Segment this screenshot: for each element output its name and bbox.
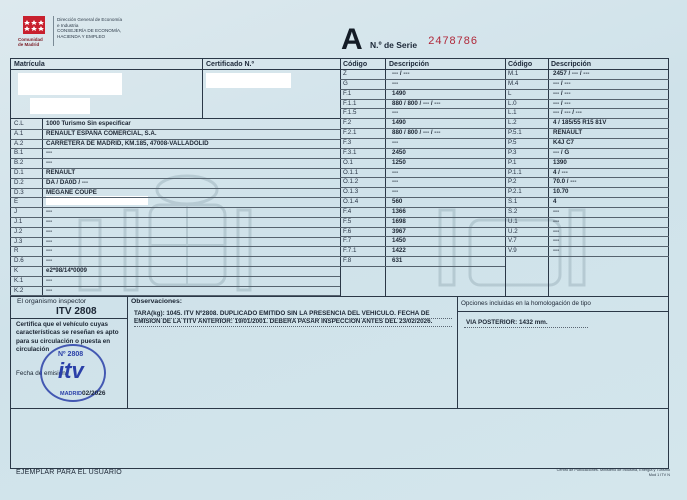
field-value: 1000 Turismo Sin especificar <box>46 120 131 127</box>
row-separator <box>505 187 669 188</box>
field-value: --- <box>392 79 399 87</box>
row-separator <box>340 236 505 237</box>
field-code: M.4 <box>508 79 519 87</box>
field-code: O.1.2 <box>343 178 359 186</box>
field-code: F.2 <box>343 119 352 127</box>
descripcion-header-mid: Descripción <box>389 61 430 68</box>
field-code: F.7.1 <box>343 247 357 255</box>
field-code: V.7 <box>508 237 517 245</box>
row-separator <box>340 227 505 228</box>
field-value: --- <box>553 227 560 235</box>
field-value: --- <box>46 286 53 294</box>
opciones-text: VIA POSTERIOR: 1432 mm. <box>466 319 548 326</box>
stamp-logo: itv <box>58 358 84 383</box>
field-code: L.0 <box>508 99 517 107</box>
field-code: R <box>14 247 19 255</box>
field-code: F.5 <box>343 217 352 225</box>
row-separator <box>340 246 505 247</box>
row-separator <box>340 187 505 188</box>
row-separator <box>340 207 505 208</box>
field-code: U.2 <box>508 227 518 235</box>
field-code: F.4 <box>343 207 352 215</box>
field-value: e2*98/14*0009 <box>46 267 87 274</box>
field-code: G <box>343 79 348 87</box>
field-value: 880 / 800 / --- / --- <box>392 129 441 137</box>
field-code: A.2 <box>14 139 24 147</box>
org-lines <box>57 17 122 39</box>
row-separator <box>340 148 505 149</box>
obs-underline <box>134 326 452 327</box>
org-line: e Industria <box>57 22 79 28</box>
row-separator <box>10 256 340 257</box>
row-separator <box>340 138 505 139</box>
field-code: O.1.4 <box>343 198 359 206</box>
field-value: 4 / --- <box>553 168 568 176</box>
field-code: D.1 <box>14 169 24 176</box>
field-code: D.2 <box>14 178 24 186</box>
field-value: 3967 <box>392 227 406 235</box>
field-value: --- / --- <box>553 79 571 87</box>
row-separator <box>340 256 505 257</box>
opciones-underline <box>464 327 588 328</box>
codigo-header-mid: Código <box>343 61 368 68</box>
field-code: O.1.1 <box>343 168 359 176</box>
grid-line <box>202 58 203 118</box>
row-separator <box>10 217 340 218</box>
row-separator <box>505 207 669 208</box>
field-code: J.1 <box>14 218 23 225</box>
row-separator <box>505 197 669 198</box>
org-line: Dirección General de Economía <box>57 17 123 22</box>
row-separator <box>505 236 669 237</box>
row-separator <box>10 148 340 149</box>
field-value: 10.70 <box>553 188 569 196</box>
obs-underline <box>134 318 452 319</box>
field-value: --- / --- <box>553 89 571 97</box>
field-code: E <box>14 198 19 206</box>
row-separator <box>10 227 340 228</box>
field-value: RENAULT <box>553 129 583 137</box>
row-separator <box>505 217 669 218</box>
inspector-certification: Certifica que el vehículo cuyas características se reseñan es apto para su circulación o puesta en circulación <box>16 321 119 353</box>
field-code: A.1 <box>14 129 24 137</box>
field-value: 631 <box>392 257 403 265</box>
field-code: F.1.1 <box>343 99 357 107</box>
row-separator <box>340 118 505 119</box>
descripcion-header-right: Descripción <box>551 61 592 68</box>
field-value: --- / --- <box>392 70 410 77</box>
field-code: P.1 <box>508 158 517 166</box>
field-code: S.2 <box>508 207 518 215</box>
field-value: 1366 <box>392 207 406 215</box>
matricula-label: Matrícula <box>14 61 45 68</box>
category-letter: A <box>341 23 363 56</box>
row-separator <box>340 197 505 198</box>
field-value: 1390 <box>553 158 567 166</box>
field-code: F.6 <box>343 227 352 235</box>
field-value: RENAULT ESPAÑA COMERCIAL, S.A. <box>46 129 157 137</box>
field-value: --- <box>46 247 53 255</box>
field-value: --- <box>46 237 53 245</box>
field-code: F.3.1 <box>343 148 357 156</box>
field-value: 4 <box>553 198 557 206</box>
field-value: --- <box>392 188 399 196</box>
row-separator <box>505 246 669 247</box>
row-separator <box>505 168 669 169</box>
row-separator <box>340 217 505 218</box>
field-value: --- <box>553 237 560 245</box>
row-separator <box>10 237 340 238</box>
footer-right <box>520 468 670 478</box>
field-value: 1698 <box>392 217 406 225</box>
row-separator <box>10 246 340 247</box>
observaciones-text: TARA(kg): 1045. ITV Nº2808. DUPLICADO EMITIDO SIN LA PRESENCIA DEL VEHICULO. FECHA DE EMISION DE LA TITV ANTERIOR: 19/01/2001. DEBERA PASAR INSPECCION ANTES DEL 23/02/2026. <box>134 310 433 325</box>
field-code: O.1 <box>343 158 353 166</box>
row-separator <box>340 79 505 80</box>
field-value: --- <box>392 138 399 146</box>
field-code: P.5.1 <box>508 129 522 137</box>
row-separator <box>340 89 505 90</box>
field-code: L <box>508 89 512 97</box>
field-value: --- <box>392 168 399 176</box>
row-separator <box>505 177 669 178</box>
field-value: --- <box>46 257 53 265</box>
row-separator <box>10 158 340 159</box>
field-code: B.2 <box>14 159 24 167</box>
field-value: RENAULT <box>46 169 76 176</box>
serie-number: 2478786 <box>428 36 478 48</box>
row-separator <box>340 168 505 169</box>
field-value: --- <box>46 149 53 157</box>
field-value: --- / --- <box>553 99 571 107</box>
row-separator <box>505 138 669 139</box>
row-separator <box>505 108 669 109</box>
field-value: 2450 <box>392 148 406 156</box>
footer-right-line: Mod 1 ITV N <box>648 473 670 477</box>
field-code: J <box>14 208 18 216</box>
row-separator <box>340 177 505 178</box>
field-value: --- <box>392 178 399 186</box>
field-value: --- <box>46 208 53 216</box>
grid-line <box>127 296 128 409</box>
field-code: F.1 <box>343 89 352 97</box>
row-separator <box>10 207 340 208</box>
field-code: J.2 <box>14 227 23 235</box>
serie-label: N.º de Serie <box>370 40 418 50</box>
row-separator <box>340 266 505 267</box>
org-line: HACIENDA Y EMPLEO <box>57 33 106 39</box>
field-value: --- / G <box>553 148 570 156</box>
comunidad-de-madrid-logo <box>23 16 45 34</box>
field-code: U.1 <box>508 217 518 225</box>
logo-caption-line: de Madrid <box>18 42 40 47</box>
field-code: M.1 <box>508 70 519 77</box>
field-code: V.9 <box>508 247 517 255</box>
row-separator <box>505 128 669 129</box>
grid-line <box>457 296 458 409</box>
field-code: P.2 <box>508 178 517 186</box>
field-value: --- <box>46 276 53 284</box>
field-code: D.6 <box>14 257 24 265</box>
field-value: DA / DA0D / --- <box>46 178 89 186</box>
redacted-owner <box>30 98 90 114</box>
field-value: 1490 <box>392 119 406 127</box>
field-code: F.1.5 <box>343 109 357 117</box>
field-code: F.2.1 <box>343 129 357 137</box>
field-code: C.L <box>14 120 24 127</box>
field-code: O.1.3 <box>343 188 359 196</box>
stamp-number: Nº 2808 <box>58 351 84 358</box>
certificado-label: Certificado N.º <box>206 61 255 68</box>
field-code: S.1 <box>508 198 518 206</box>
field-code: P.2.1 <box>508 188 522 196</box>
stamp-bottom: MADRID <box>60 391 82 397</box>
field-value: 1490 <box>392 89 406 97</box>
logo-divider <box>53 16 54 46</box>
field-code: B.1 <box>14 149 24 157</box>
field-value: 1422 <box>392 247 406 255</box>
field-code: P.1.1 <box>508 168 522 176</box>
field-value: --- <box>46 227 53 235</box>
opciones-rule <box>457 311 669 312</box>
opciones-label: Opciones incluidas en la homologación de tipo <box>461 300 591 307</box>
field-code: K <box>14 267 19 274</box>
row-separator <box>340 158 505 159</box>
row-separator <box>10 286 340 287</box>
logo-caption <box>18 37 58 47</box>
field-value: K4J C7 <box>553 138 574 146</box>
field-code: Z <box>343 70 347 77</box>
field-value: --- <box>46 159 53 167</box>
row-separator <box>505 158 669 159</box>
field-value: 4 / 185/55 R15 81V <box>553 119 607 127</box>
redacted-certificate <box>206 73 291 88</box>
field-value: 1450 <box>392 237 406 245</box>
row-separator <box>505 227 669 228</box>
row-separator <box>340 108 505 109</box>
footer-left: EJEMPLAR PARA EL USUARIO <box>16 469 122 476</box>
org-line: CONSEJERÍA DE ECONOMÍA, <box>57 28 122 34</box>
field-value: CARRETERA DE MADRID, KM.185, 47008-VALLADOLID <box>46 139 209 147</box>
redacted-plate <box>18 73 122 95</box>
field-code: L.2 <box>508 119 517 127</box>
field-value: --- <box>46 218 53 225</box>
field-code: P.5 <box>508 138 517 146</box>
inspector-label: El organismo inspector <box>17 298 87 305</box>
codigo-header-right: Código <box>508 61 533 68</box>
footer-right-line: Centro de Publicaciones. Ministerio de Industria, Energía y Turismo <box>556 468 670 472</box>
field-code: K.1 <box>14 276 24 284</box>
field-value: 2457 / --- / --- <box>553 70 590 77</box>
field-code: P.3 <box>508 148 517 156</box>
field-code: D.3 <box>14 188 24 196</box>
field-code: L.1 <box>508 109 517 117</box>
field-value: 880 / 800 / --- / --- <box>392 99 441 107</box>
field-code: J.3 <box>14 237 23 245</box>
logo-caption-line: Comunidad <box>18 37 43 42</box>
row-separator <box>505 79 669 80</box>
row-separator <box>505 256 669 257</box>
field-value: --- <box>553 207 560 215</box>
field-code: F.8 <box>343 257 352 265</box>
fecha-emision-label: Fecha de emisión <box>16 370 66 377</box>
grid-line <box>10 318 127 319</box>
bottom-frame <box>10 409 669 469</box>
row-separator <box>505 148 669 149</box>
field-value: 560 <box>392 198 403 206</box>
field-value: --- <box>553 217 560 225</box>
field-value: 1250 <box>392 158 406 166</box>
observaciones-label: Observaciones: <box>131 298 182 305</box>
row-separator <box>505 89 669 90</box>
row-separator <box>505 99 669 100</box>
field-value: MEGANE COUPE <box>46 188 97 196</box>
field-code: F.3 <box>343 138 352 146</box>
stamp-date: 02/2026 <box>82 390 106 397</box>
field-code: F.7 <box>343 237 352 245</box>
field-value: 70.0 / --- <box>553 178 577 186</box>
row-separator <box>10 197 340 198</box>
inspector-code: ITV 2808 <box>56 306 97 317</box>
field-value: --- <box>553 247 560 255</box>
row-separator <box>10 276 340 277</box>
field-code: K.2 <box>14 286 24 294</box>
field-value: --- / --- / --- <box>553 109 582 117</box>
field-value: --- <box>392 109 399 117</box>
